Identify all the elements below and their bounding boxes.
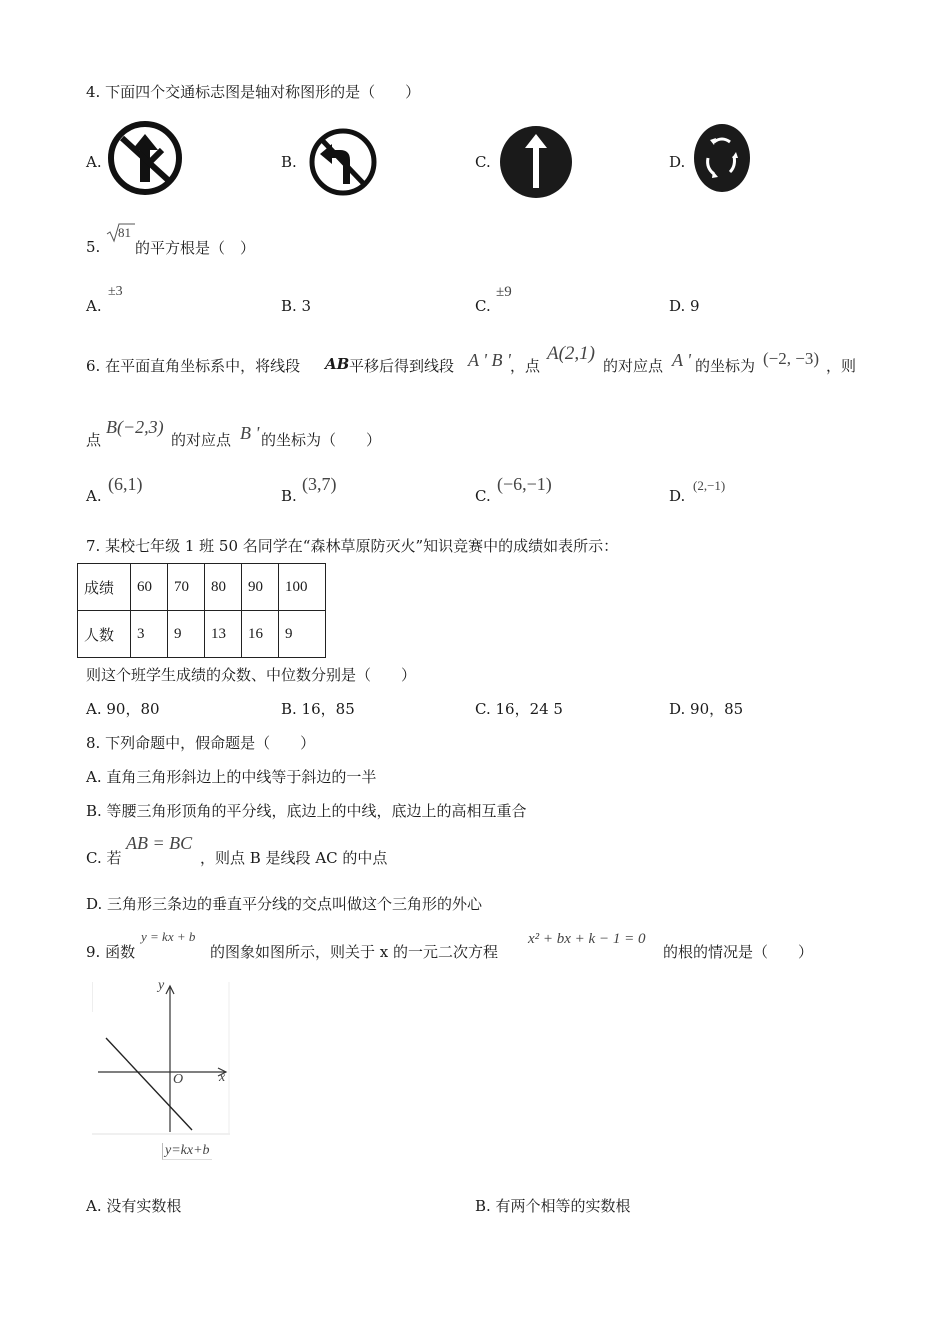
- q8-option-d: D. 三角形三条边的垂直平分线的交点叫做这个三角形的外心: [86, 895, 483, 913]
- table-cell: 100: [279, 564, 326, 611]
- table-cell: 60: [131, 564, 168, 611]
- q6-point-b-prime: B ': [240, 423, 260, 443]
- q6-line2-part-c: 的坐标为（ ）: [261, 431, 382, 449]
- q6-option-d-value: (2,−1): [693, 478, 726, 493]
- graph-origin-label: O: [173, 1072, 184, 1087]
- q6-point-b: B(−2,3): [106, 417, 164, 437]
- q8-option-c-prefix: C. 若: [86, 849, 122, 867]
- q7-option-c: C. 16，24 5: [475, 700, 563, 718]
- q9-function: y = kx + b: [141, 929, 196, 944]
- q6-segment-ab: AB: [325, 355, 350, 373]
- q6-line1-part-c: ，点: [510, 357, 541, 375]
- q5-option-a-label: A.: [86, 297, 102, 315]
- table-cell: 13: [205, 611, 242, 658]
- graph-caption: y=kx+b: [162, 1143, 212, 1160]
- q9-prefix: 9. 函数: [86, 943, 136, 961]
- q6-option-a-value: (6,1): [108, 474, 143, 494]
- q5-option-c-label: C.: [475, 297, 491, 315]
- q7-question: 则这个班学生成绩的众数、中位数分别是（ ）: [86, 666, 417, 684]
- q6-line1-part-d: 的对应点: [603, 357, 664, 375]
- q4-option-c-label: C.: [475, 153, 491, 171]
- q6-option-c-label: C.: [475, 487, 491, 505]
- q9-suffix: 的根的情况是（ ）: [663, 943, 814, 961]
- q4-option-d-label: D.: [669, 153, 686, 171]
- no-straight-no-right-sign-icon: [106, 120, 184, 196]
- table-cell: 16: [242, 611, 279, 658]
- table-row: [78, 564, 326, 611]
- linear-function-graph: [92, 982, 230, 1136]
- q5-radicand: 81: [118, 225, 131, 240]
- straight-ahead-sign-icon: [498, 124, 574, 200]
- q4-option-a-label: A.: [86, 153, 102, 171]
- q8-option-a: A. 直角三角形斜边上的中线等于斜边的一半: [86, 768, 377, 786]
- table-cell: 3: [131, 611, 168, 658]
- q5-number: 5.: [86, 238, 101, 256]
- q5-option-b: B. 3: [281, 297, 312, 315]
- q7-option-b: B. 16，85: [281, 700, 355, 718]
- score-table: [77, 563, 326, 658]
- q6-option-c-value: (−6,−1): [497, 474, 552, 494]
- q6-line1-part-b: 平移后得到线段: [349, 357, 455, 375]
- q6-point-a: A(2,1): [547, 343, 596, 364]
- q5-option-a-value: ±3: [108, 284, 123, 299]
- q6-line2-part-a: 点: [86, 431, 102, 449]
- q6-option-b-label: B.: [281, 487, 297, 505]
- table-cell: 70: [168, 564, 205, 611]
- q6-line1-part-a: 6. 在平面直角坐标系中，将线段: [86, 357, 301, 375]
- q5-option-c-value: ±9: [496, 284, 512, 300]
- q6-line2-part-b: 的对应点: [171, 431, 232, 449]
- graph-x-label: x: [219, 1070, 226, 1085]
- q6-point-a-prime: A ': [672, 350, 692, 370]
- q6-option-b-value: (3,7): [302, 474, 337, 494]
- table-row: [78, 611, 326, 658]
- q9-option-b: B. 有两个相等的实数根: [475, 1197, 631, 1215]
- no-left-turn-sign-icon: [308, 126, 378, 198]
- q7-option-a: A. 90，80: [86, 700, 160, 718]
- q6-line1-part-e: 的坐标为: [695, 357, 756, 375]
- graph-y-label: y: [158, 978, 165, 993]
- q7-stem: 7. 某校七年级 1 班 50 名同学在“森林草原防灭火”知识竞赛中的成绩如表所示：: [86, 537, 619, 555]
- q9-middle: 的图象如图所示，则关于 x 的一元二次方程: [210, 943, 498, 961]
- q5-option-d: D. 9: [669, 297, 700, 315]
- q6-option-d-label: D.: [669, 487, 686, 505]
- table-cell: 9: [279, 611, 326, 658]
- q9-equation: x² + bx + k − 1 = 0: [528, 931, 646, 947]
- q8-option-c-suffix: ，则点 B 是线段 AC 的中点: [200, 849, 388, 867]
- q6-segment-apbp: A ' B ': [468, 350, 511, 370]
- q8-stem: 8. 下列命题中，假命题是（ ）: [86, 734, 316, 752]
- table-cell: 90: [242, 564, 279, 611]
- q8-option-c-math: AB = BC: [126, 833, 193, 853]
- q5-stem-tail: 的平方根是（ ）: [135, 239, 256, 257]
- table-cell: 80: [205, 564, 242, 611]
- q4-option-b-label: B.: [281, 153, 297, 171]
- q6-option-a-label: A.: [86, 487, 102, 505]
- table-cell: 9: [168, 611, 205, 658]
- table-cell: 人数: [78, 611, 131, 658]
- q6-a-prime-coord: (−2, −3): [763, 349, 819, 368]
- q6-line1-part-f: ，则: [826, 357, 857, 375]
- q8-option-b: B. 等腰三角形顶角的平分线，底边上的中线，底边上的高相互重合: [86, 802, 527, 820]
- q7-option-d: D. 90，85: [669, 700, 744, 718]
- q4-stem: 4. 下面四个交通标志图是轴对称图形的是（ ）: [86, 83, 421, 101]
- roundabout-sign-icon: [692, 122, 752, 194]
- table-cell: 成绩: [78, 564, 131, 611]
- q9-option-a: A. 没有实数根: [86, 1197, 182, 1215]
